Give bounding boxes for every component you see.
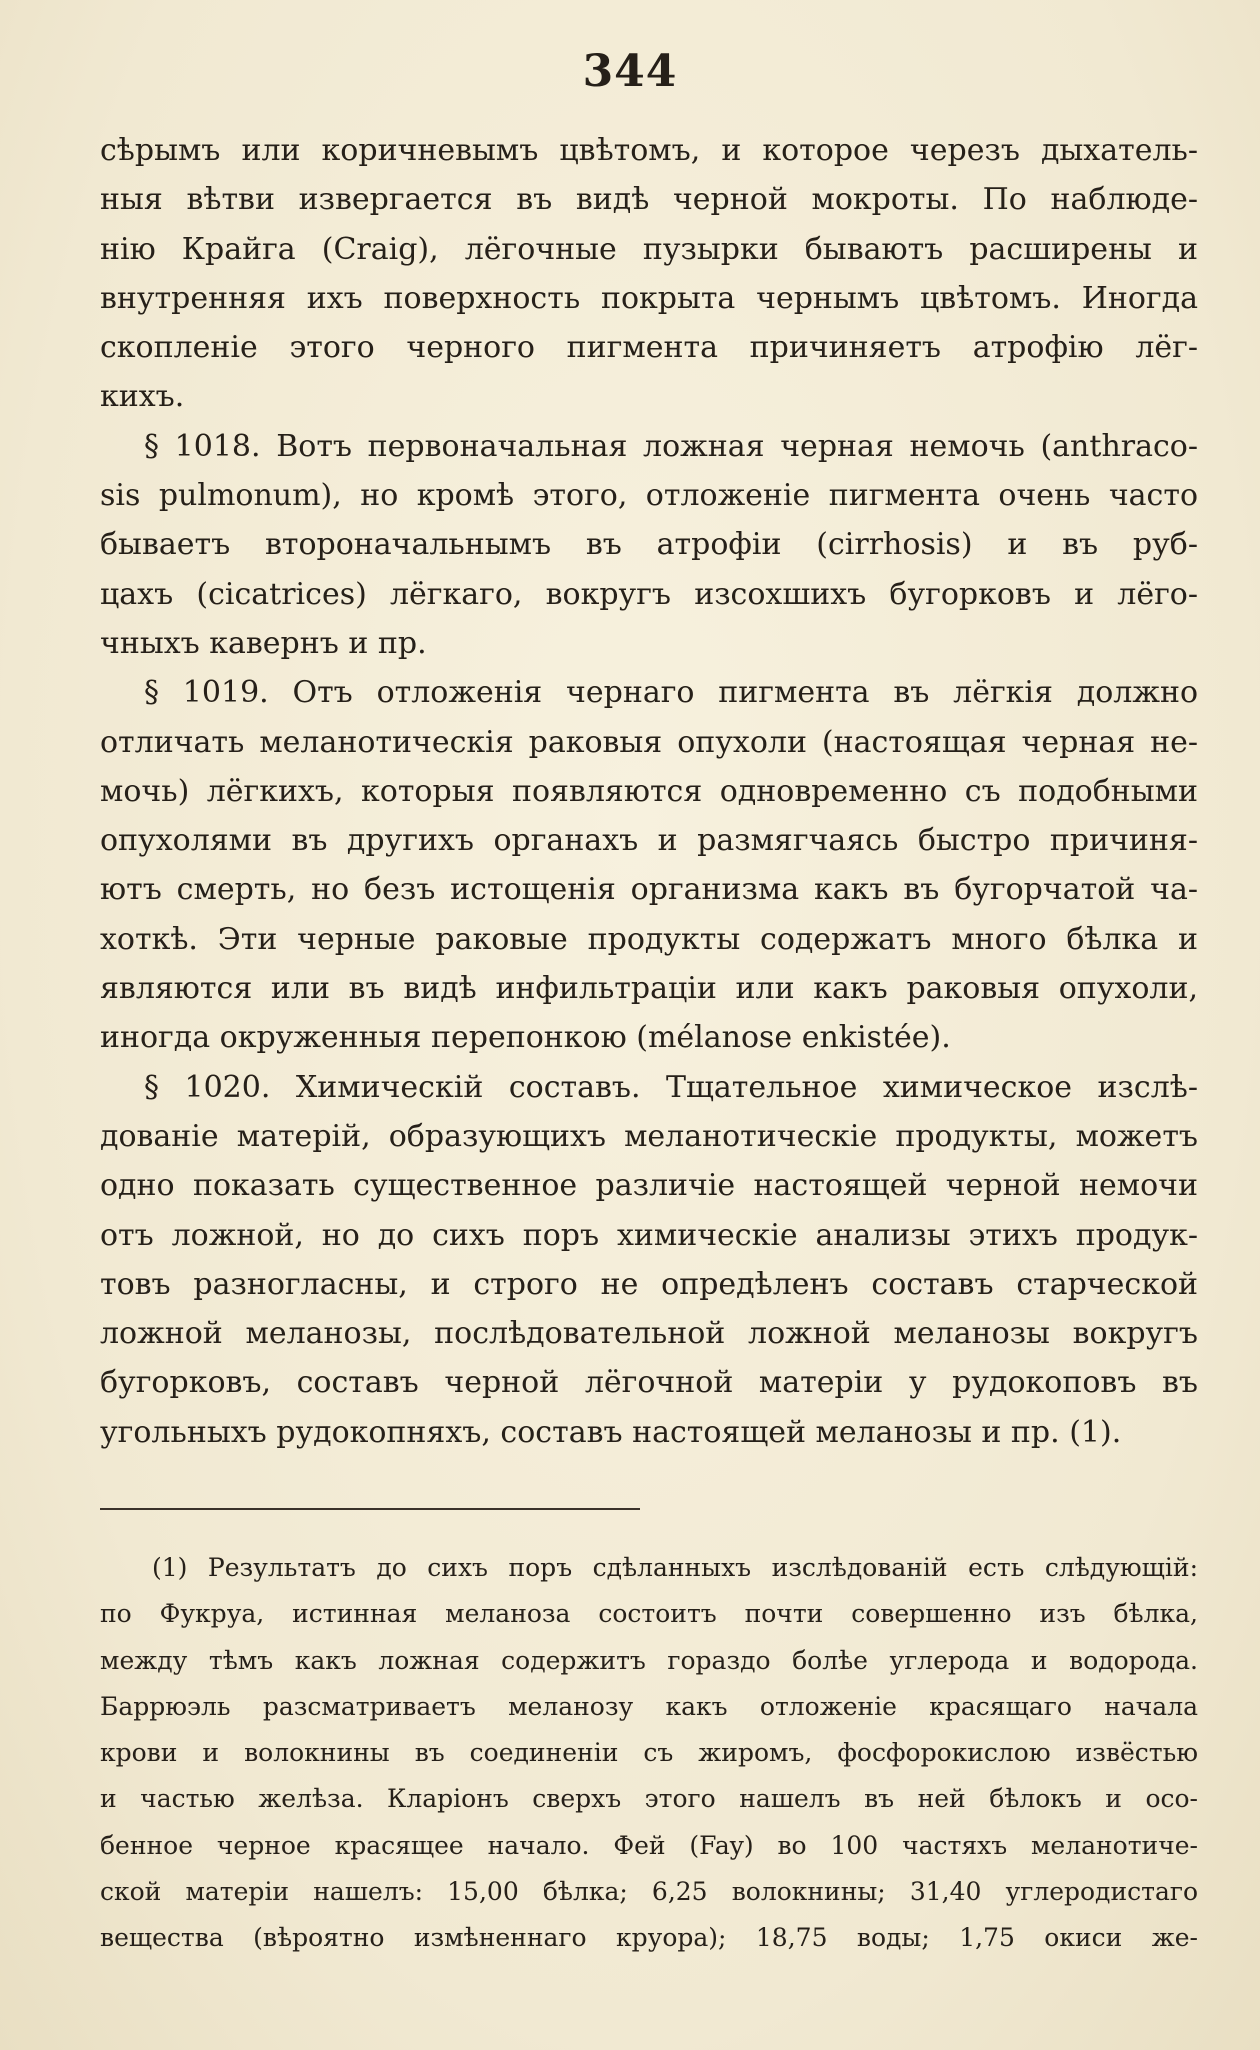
text-line: угольныхъ рудокопняхъ, составъ настоящей меланозы и пр. (1).	[100, 1414, 1122, 1450]
text-line: чныхъ кавернъ и пр.	[100, 625, 427, 661]
text-line: сѣрымъ или коричневымъ цвѣтомъ, и которое черезъ дыхатель-	[100, 133, 1198, 168]
footnote-divider	[100, 1508, 640, 1510]
text-line: дованіе матерій, образующихъ меланотическіе продукты, можетъ	[100, 1118, 1198, 1154]
footnote	[100, 1545, 1198, 1962]
footnote-line: ской матеріи нашелъ: 15,00 бѣлка; 6,25 волокнины; 31,40 углеродистаго	[100, 1877, 1198, 1907]
text-line: цахъ (cicatrices) лёгкаго, вокругъ изсохшихъ бугорковъ и лёго-	[100, 576, 1198, 612]
main-text	[100, 126, 1198, 1457]
text-line: отличать меланотическія раковыя опухоли (настоящая черная не-	[100, 724, 1198, 760]
section-1019-start: § 1019. Отъ отложенія чернаго пигмента въ лёгкія должно	[144, 675, 1198, 711]
text-line: внутренняя ихъ поверхность покрыта чернымъ цвѣтомъ. Иногда	[100, 280, 1198, 316]
text-line: кихъ.	[100, 379, 185, 415]
text-line: ныя вѣтви извергается въ видѣ черной мокроты. По наблюде-	[100, 182, 1198, 218]
footnote-line: бенное черное красящее начало. Фей (Fay) во 100 частяхъ меланотиче-	[100, 1830, 1198, 1860]
text-line: нію Крайга (Craig), лёгочные пузырки бываютъ расширены и	[100, 231, 1198, 267]
text-line: хоткѣ. Эти черные раковые продукты содержатъ много бѣлка и	[100, 921, 1198, 957]
footnote-line: между тѣмъ какъ ложная содержитъ гораздо болѣе углерода и водорода.	[100, 1645, 1198, 1675]
text-line: опухолями въ другихъ органахъ и размягчаясь быстро причиня-	[100, 823, 1198, 859]
footnote-line: и частью желѣза. Кларіонъ сверхъ этого нашелъ въ ней бѣлокъ и осо-	[100, 1784, 1198, 1814]
footnote-line: по Фукруа, истинная меланоза состоитъ почти совершенно изъ бѣлка,	[100, 1599, 1198, 1629]
page-number: 344	[582, 46, 678, 97]
text-line: ютъ смерть, но безъ истощенія организма какъ въ бугорчатой ча-	[100, 872, 1198, 908]
text-line: товъ разногласны, и строго не опредѣленъ составъ старческой	[100, 1266, 1198, 1302]
section-1020-start: § 1020. Химическій составъ. Тщательное химическое изслѣ-	[144, 1069, 1198, 1105]
footnote-line: крови и волокнины въ соединеніи съ жиромъ, фосфорокислою извёстью	[100, 1738, 1198, 1768]
text-line: бугорковъ, составъ черной лёгочной матеріи у рудокоповъ въ	[100, 1365, 1198, 1401]
text-line: одно показать существенное различіе настоящей черной немочи	[100, 1168, 1198, 1204]
text-line: мочь) лёгкихъ, которыя появляются одновременно съ подобными	[100, 773, 1198, 809]
footnote-line: Баррюэль разсматриваетъ меланозу какъ отложеніе красящаго начала	[100, 1691, 1198, 1721]
text-line: sis pulmonum), но кромѣ этого, отложеніе пигмента очень часто	[100, 478, 1198, 514]
footnote-line: (1) Результатъ до сихъ поръ сдѣланныхъ изслѣдованій есть слѣдующій:	[152, 1553, 1198, 1582]
text-line: отъ ложной, но до сихъ поръ химическіе анализы этихъ продук-	[100, 1217, 1198, 1253]
text-line: являются или въ видѣ инфильтраціи или какъ раковыя опухоли,	[100, 971, 1198, 1007]
text-line: скопленіе этого черного пигмента причиняетъ атрофію лёг-	[100, 330, 1198, 366]
text-line: бываетъ второначальнымъ въ атрофіи (cirrhosis) и въ руб-	[100, 527, 1198, 563]
section-1018-start: § 1018. Вотъ первоначальная ложная черная немочь (anthraco-	[144, 428, 1198, 464]
text-line: иногда окруженныя перепонкою (mélanose enkistée).	[100, 1020, 951, 1056]
text-line: ложной меланозы, послѣдовательной ложной меланозы вокругъ	[100, 1316, 1198, 1352]
footnote-line: вещества (вѣроятно измѣненнаго круора); 18,75 воды; 1,75 окиси же-	[100, 1923, 1198, 1953]
